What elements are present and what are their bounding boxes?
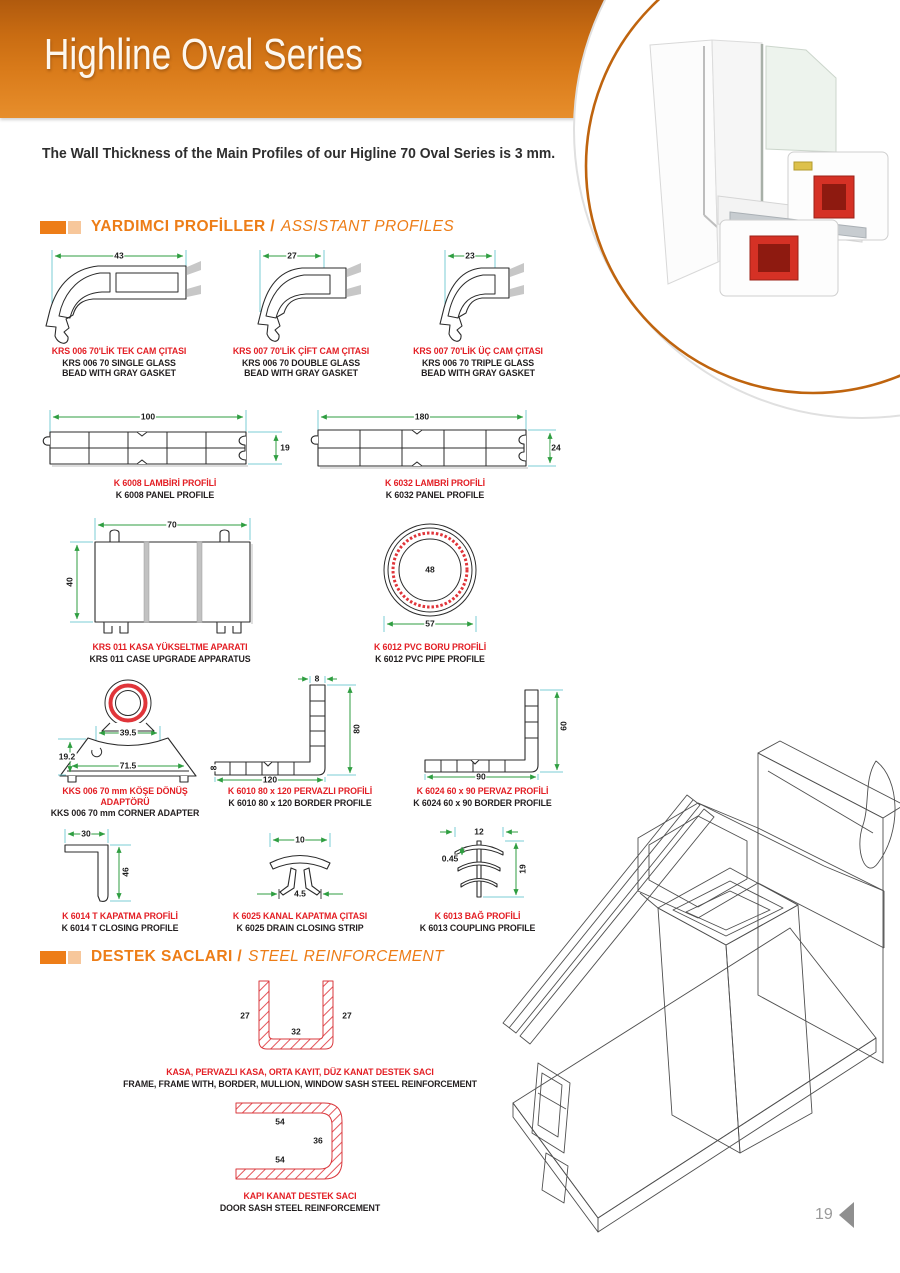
dim-top-label: 54 — [275, 1116, 285, 1127]
dim-width-label: 100 — [140, 411, 156, 422]
page-number: 19 — [815, 1206, 833, 1223]
figure-kks006-corner-adapter — [40, 676, 210, 819]
figure-caption-en: KRS 006 70 SINGLE GLASS — [62, 357, 176, 368]
dim-bottom-label: 90 — [476, 771, 486, 782]
dim-bottom-label: 120 — [262, 774, 278, 785]
figure-caption-en: DOOR SASH STEEL REINFORCEMENT — [219, 1202, 381, 1213]
figure-steel-frame-reinforcement — [100, 975, 500, 1089]
dim-right-label: 80 — [351, 724, 362, 734]
dim-bottom-label: 32 — [291, 1026, 301, 1037]
figure-k6032-panel-profile — [310, 408, 560, 500]
section-title-tr: DESTEK SACLARI / — [91, 948, 243, 965]
figure-code-tr: KAPI KANAT DESTEK SACI — [243, 1191, 357, 1201]
figure-code-tr: K 6032 LAMBRİ PROFİLİ — [384, 478, 486, 488]
page-number-block — [815, 1202, 854, 1228]
figure-caption-en: FRAME, FRAME WITH, BORDER, MULLION, WINDOW SASH STEEL REINFORCEMENT — [123, 1078, 477, 1089]
figure-caption-en: K 6032 PANEL PROFILE — [385, 489, 485, 500]
figure-krs006-single-glass-bead — [36, 246, 202, 379]
dim-right-label: 27 — [342, 1010, 352, 1021]
figure-code-tr: K 6012 PVC BORU PROFİLİ — [373, 642, 487, 652]
dim-height-label: 40 — [64, 577, 75, 587]
section-title-tr: YARDIMCI PROFİLLER / — [91, 218, 275, 235]
figure-k6008-panel-profile — [40, 408, 290, 500]
dim-top-label: 30 — [81, 828, 91, 839]
dim-top-label: 10 — [295, 834, 305, 845]
figure-caption-en: KRS 006 70 TRIPLE GLASS — [421, 357, 535, 368]
figure-caption-en2: BEAD WITH GRAY GASKET — [62, 368, 176, 378]
dim-right-label: 36 — [313, 1135, 323, 1146]
section-marker-dark — [40, 951, 66, 964]
figure-caption-en: K 6008 PANEL PROFILE — [115, 489, 215, 500]
dim-width-label: 70 — [167, 519, 177, 530]
isometric-assembly-drawing — [468, 733, 900, 1273]
figure-krs007-triple-glass-bead — [395, 246, 561, 379]
section-assistant-profiles — [40, 218, 454, 236]
section-steel-reinforcement — [40, 948, 444, 966]
figure-caption-en2: BEAD WITH GRAY GASKET — [244, 368, 358, 378]
dim-left-label: 8 — [208, 765, 219, 771]
figure-code-tr: K 6013 BAĞ PROFİLİ — [434, 911, 521, 921]
dim-left-label: 19.2 — [58, 751, 76, 762]
figure-krs011-case-upgrade — [60, 512, 280, 664]
dim-bottom-label: 4.5 — [294, 888, 306, 899]
section-title-en: STEEL REINFORCEMENT — [248, 948, 445, 965]
dim-top-label: 12 — [474, 826, 484, 837]
figure-caption-en: KKS 006 70 mm CORNER ADAPTER — [50, 808, 200, 818]
dim-top-label: 8 — [314, 673, 320, 684]
figure-code-tr: KRS 007 70'LİK ÜÇ CAM ÇITASI — [413, 346, 543, 356]
figure-caption-en: KRS 006 70 DOUBLE GLASS — [242, 357, 360, 368]
dim-width-label: 57 — [425, 618, 435, 629]
figure-code-tr: KKS 006 70 mm KÖŞE DÖNÜŞ ADAPTÖRÜ — [62, 786, 188, 807]
figure-code-tr: KASA, PERVAZLI KASA, ORTA KAYIT, DÜZ KANAT DESTEK SACI — [166, 1067, 434, 1077]
figure-caption-en: K 6010 80 x 120 BORDER PROFILE — [228, 797, 372, 808]
figure-k6010-border-profile — [208, 673, 390, 808]
dim-width-label: 180 — [414, 411, 430, 422]
dim-right-label: 46 — [120, 867, 131, 877]
figure-code-tr: K 6025 KANAL KAPATMA ÇITASI — [232, 911, 368, 921]
intro-text: The Wall Thickness of the Main Profiles of our Higline 70 Oval Series is 3 mm. — [42, 146, 556, 162]
dim-width-label: 23 — [465, 250, 475, 261]
figure-code-tr: K 6014 T KAPATMA PROFİLİ — [62, 911, 178, 921]
section-marker-light — [68, 951, 81, 964]
figure-code-tr: KRS 007 70'LİK ÇİFT CAM ÇITASI — [232, 346, 370, 356]
dim-height-label: 19 — [280, 442, 290, 453]
dim-top-label: 39.5 — [119, 727, 137, 738]
figure-k6025-drain-closing — [225, 825, 375, 933]
figure-caption-en: K 6024 60 x 90 BORDER PROFILE — [413, 797, 552, 808]
figure-code-tr: KRS 006 70'LİK TEK CAM ÇITASI — [51, 346, 187, 356]
section-marker-dark — [40, 221, 66, 234]
dim-width-label: 43 — [114, 250, 124, 261]
figure-caption-en: KRS 011 CASE UPGRADE APPARATUS — [89, 653, 251, 664]
page-title: Highline Oval Series — [44, 30, 363, 79]
section-title-en: ASSISTANT PROFILES — [280, 218, 455, 235]
dim-right-label: 60 — [558, 721, 569, 731]
dim-bottom-label: 54 — [275, 1154, 285, 1165]
page-corner-triangle-icon — [839, 1202, 854, 1228]
dim-bottom-label: 71.5 — [119, 760, 137, 771]
dim-right-label: 19 — [517, 864, 528, 874]
dim-height-label: 24 — [551, 442, 561, 453]
dim-width-label: 27 — [287, 250, 297, 261]
header-banner — [0, 0, 900, 118]
dim-left-label: 0.45 — [441, 853, 459, 864]
figure-code-tr: K 6008 LAMBİRİ PROFİLİ — [113, 478, 217, 488]
section-marker-light — [68, 221, 81, 234]
dim-left-label: 27 — [240, 1010, 250, 1021]
figure-caption-en: K 6014 T CLOSING PROFILE — [61, 922, 179, 933]
figure-caption-en: K 6025 DRAIN CLOSING STRIP — [236, 922, 364, 933]
figure-steel-door-sash-reinforcement — [150, 1095, 450, 1213]
dim-inner-diameter: 48 — [425, 564, 435, 575]
figure-caption-en: K 6012 PVC PIPE PROFILE — [375, 653, 485, 664]
figure-krs007-double-glass-bead — [218, 246, 384, 379]
figure-caption-en: K 6013 COUPLING PROFILE — [419, 922, 536, 933]
figure-k6014-t-closing — [45, 825, 195, 933]
figure-caption-en2: BEAD WITH GRAY GASKET — [421, 368, 535, 378]
figure-code-tr: K 6024 60 x 90 PERVAZ PROFİLİ — [416, 786, 549, 796]
figure-code-tr: K 6010 80 x 120 PERVAZLI PROFİLİ — [227, 786, 373, 796]
figure-code-tr: KRS 011 KASA YÜKSELTME APARATI — [92, 642, 248, 652]
figure-k6012-pvc-pipe — [330, 512, 530, 664]
